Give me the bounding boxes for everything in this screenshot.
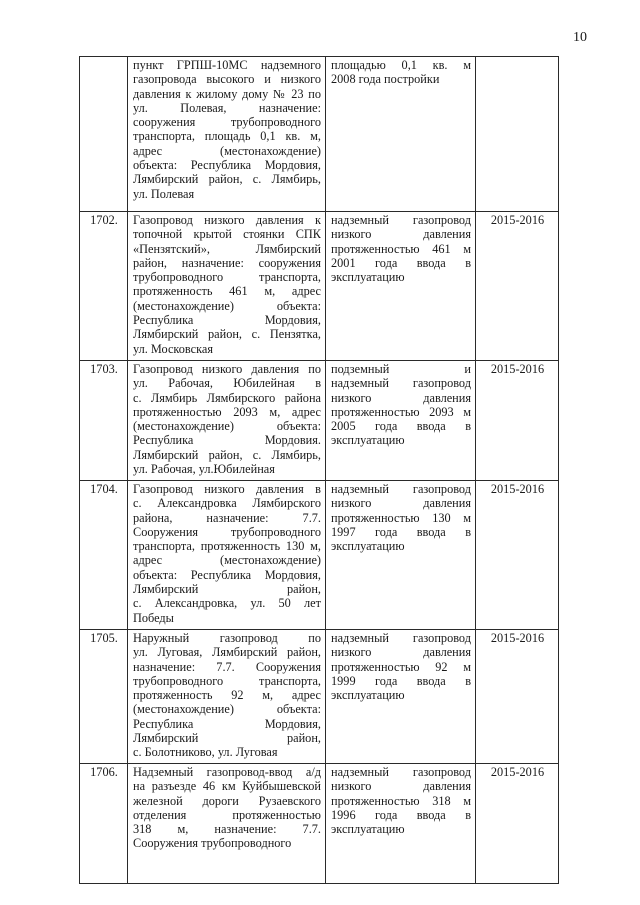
object-characteristics-line: 1996 года ввода в: [331, 807, 471, 822]
property-table: [79, 56, 559, 884]
object-name-line: отделения протяженностью: [133, 807, 321, 822]
transfer-period: 2015-2016: [476, 630, 559, 764]
object-name-line: протяженность 92 м, адрес: [133, 688, 321, 703]
object-characteristics-line: 2008 года постройки: [331, 72, 440, 87]
object-characteristics-line: 2005 года ввода в: [331, 419, 471, 434]
object-characteristics-line: низкого давления: [331, 496, 471, 511]
object-name-line: трубопроводного транспорта,: [133, 270, 321, 285]
object-name-line: пункт ГРПШ-10МС надземного: [133, 58, 321, 72]
object-characteristics-line: надземный газопровод: [331, 376, 471, 391]
object-name-line: с. Александровка Лямбирского: [133, 496, 321, 511]
object-characteristics: [326, 57, 476, 212]
object-name-line: объекта: Республика Мордовия,: [133, 158, 321, 173]
object-name-line: назначение: 7.7. Сооружения: [133, 659, 321, 674]
row-number: 1706.: [80, 764, 128, 884]
object-characteristics-line: надземный газопровод: [331, 631, 471, 645]
object-name-line: Надземный газопровод-ввод а/д: [133, 765, 321, 779]
object-characteristics: [326, 630, 476, 764]
object-characteristics-line: низкого давления: [331, 390, 471, 405]
object-name-line: (местонахождение) объекта:: [133, 419, 321, 434]
object-name-line: 318 м, назначение: 7.7.: [133, 822, 321, 837]
object-name-line: сооружения трубопроводного: [133, 115, 321, 130]
row-number: 1702.: [80, 212, 128, 361]
object-name-line: на разъезде 46 км Куйбышевской: [133, 779, 321, 794]
object-name-line: Сооружения трубопроводного: [133, 524, 321, 539]
object-name-line: Лямбирский район,: [133, 731, 321, 746]
object-name-line: район, назначение: сооружения: [133, 255, 321, 270]
page-number: 10: [573, 30, 587, 45]
object-name-line: Газопровод низкого давления к: [133, 213, 321, 227]
table-row: [80, 630, 559, 764]
table-row: [80, 361, 559, 481]
object-name-line: «Пензятский», Лямбирский: [133, 241, 321, 256]
object-name: [128, 481, 326, 630]
object-characteristics-line: низкого давления: [331, 645, 471, 660]
object-name-line: Республика Мордовия,: [133, 716, 321, 731]
object-characteristics-line: 1997 года ввода в: [331, 524, 471, 539]
object-name-line: железной дороги Рузаевского: [133, 793, 321, 808]
object-name: [128, 361, 326, 481]
object-characteristics-line: эксплуатацию: [331, 433, 405, 448]
object-characteristics: [326, 212, 476, 361]
object-name-line: ул. Московская: [133, 341, 214, 356]
object-name-line: ул. Полевая: [133, 186, 195, 201]
object-characteristics-line: площадью 0,1 кв. м: [331, 58, 471, 72]
object-characteristics-line: подземный и: [331, 362, 471, 376]
object-name-line: адрес (местонахождение): [133, 553, 321, 568]
object-name-line: с. Лямбирь Лямбирского района: [133, 390, 321, 405]
object-name-line: ул. Рабочая, Юбилейная в: [133, 376, 321, 391]
row-number: [80, 57, 128, 212]
object-name-line: транспорта, протяженность 130 м,: [133, 539, 321, 554]
object-characteristics-line: надземный газопровод: [331, 213, 471, 227]
row-number: 1704.: [80, 481, 128, 630]
object-name-line: Лямбирский район, с. Лямбирь,: [133, 172, 321, 187]
object-characteristics-line: эксплуатацию: [331, 270, 405, 285]
object-characteristics-line: протяженностью 130 м: [331, 510, 471, 525]
object-name-line: Газопровод низкого давления в: [133, 482, 321, 496]
object-name-line: с. Александровка, ул. 50 лет: [133, 596, 321, 611]
object-characteristics: [326, 361, 476, 481]
object-name: [128, 57, 326, 212]
object-characteristics-line: низкого давления: [331, 227, 471, 242]
object-name-line: Лямбирский район,: [133, 582, 321, 597]
object-name-line: Лямбирский район, с. Пензятка,: [133, 327, 321, 342]
object-name-line: протяженностью 2093 м, адрес: [133, 404, 321, 419]
object-name-line: ул. Луговая, Лямбирский район,: [133, 645, 321, 660]
object-characteristics-line: протяженностью 318 м: [331, 793, 471, 808]
object-characteristics-line: эксплуатацию: [331, 539, 405, 554]
object-name-line: с. Болотниково, ул. Луговая: [133, 745, 278, 760]
transfer-period: 2015-2016: [476, 481, 559, 630]
object-characteristics-line: протяженностью 2093 м: [331, 404, 471, 419]
object-name-line: (местонахождение) объекта:: [133, 298, 321, 313]
table-row: [80, 481, 559, 630]
object-name-line: Республика Мордовия.: [133, 433, 321, 448]
row-number: 1705.: [80, 630, 128, 764]
object-name-line: Газопровод низкого давления по: [133, 362, 321, 376]
table-row: [80, 212, 559, 361]
object-name-line: Республика Мордовия,: [133, 313, 321, 328]
object-name-line: протяженность 461 м, адрес: [133, 284, 321, 299]
row-number: 1703.: [80, 361, 128, 481]
transfer-period: [476, 57, 559, 212]
transfer-period: 2015-2016: [476, 764, 559, 884]
transfer-period: 2015-2016: [476, 212, 559, 361]
object-name-line: (местонахождение) объекта:: [133, 702, 321, 717]
object-name-line: Лямбирский район, с. Лямбирь,: [133, 447, 321, 462]
object-name-line: транспорта, площадь 0,1 кв. м,: [133, 129, 321, 144]
object-characteristics-line: 1999 года ввода в: [331, 673, 471, 688]
object-name-line: Победы: [133, 610, 174, 625]
transfer-period: 2015-2016: [476, 361, 559, 481]
table-row: [80, 57, 559, 212]
object-name-line: Наружный газопровод по: [133, 631, 321, 645]
object-name-line: адрес (местонахождение): [133, 143, 321, 158]
object-name-line: района, назначение: 7.7.: [133, 510, 321, 525]
object-characteristics: [326, 764, 476, 884]
object-name-line: ул. Рабочая, ул.Юбилейная: [133, 462, 275, 477]
object-name-line: газопровода высокого и низкого: [133, 72, 321, 87]
object-name: [128, 630, 326, 764]
object-name-line: давления к жилому дому № 23 по: [133, 86, 321, 101]
object-name-line: Сооружения трубопроводного: [133, 836, 292, 851]
object-name: [128, 212, 326, 361]
object-characteristics-line: протяженностью 461 м: [331, 241, 471, 256]
object-characteristics-line: протяженностью 92 м: [331, 659, 471, 674]
object-characteristics-line: эксплуатацию: [331, 822, 405, 837]
object-characteristics-line: надземный газопровод: [331, 482, 471, 496]
object-name-line: объекта: Республика Мордовия,: [133, 567, 321, 582]
object-name-line: топочной крытой стоянки СПК: [133, 227, 321, 242]
object-characteristics-line: 2001 года ввода в: [331, 255, 471, 270]
object-characteristics: [326, 481, 476, 630]
table-row: [80, 764, 559, 884]
object-name-line: трубопроводного транспорта,: [133, 673, 321, 688]
object-name-line: ул. Полевая, назначение:: [133, 100, 321, 115]
object-characteristics-line: надземный газопровод: [331, 765, 471, 779]
object-characteristics-line: эксплуатацию: [331, 688, 405, 703]
object-characteristics-line: низкого давления: [331, 779, 471, 794]
object-name: [128, 764, 326, 884]
